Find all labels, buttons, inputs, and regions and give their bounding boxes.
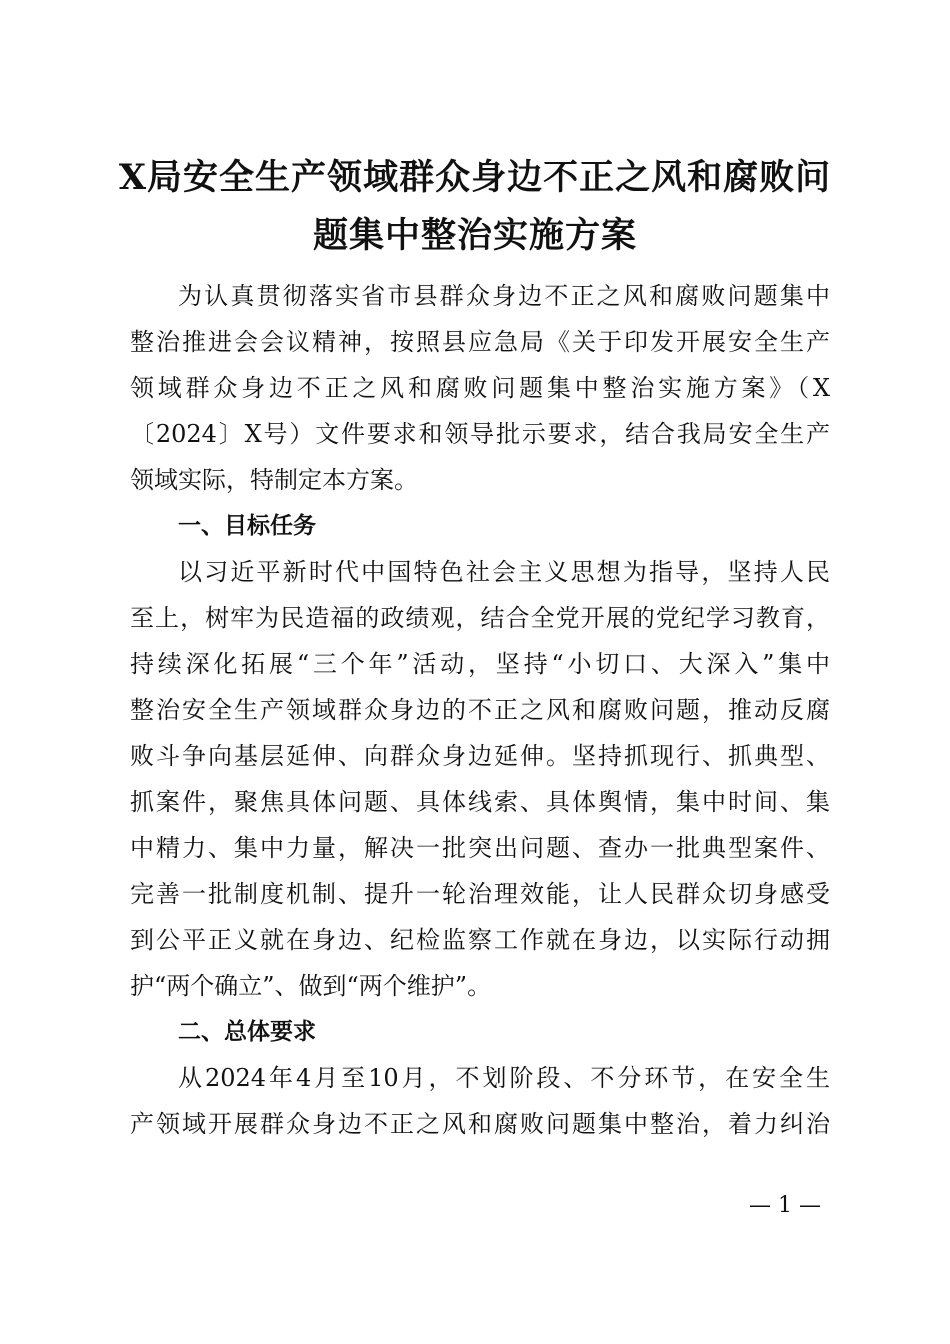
document-title-line-2: 题集中整治实施方案 (312, 215, 637, 256)
page-number: — 1 — (749, 1193, 821, 1218)
intro-line: 整治推进会会议精神，按照县应急局《关于印发开展安全生产 (130, 328, 830, 356)
section-1-line: 以习近平新时代中国特色社会主义思想为指导，坚持人民 (178, 558, 830, 586)
intro-line: 为认真贯彻落实省市县群众身边不正之风和腐败问题集中 (178, 282, 830, 310)
section-1-line: 护“两个确立”、做到“两个维护”。 (130, 972, 492, 1000)
section-1-line: 抓案件，聚焦具体问题、具体线索、具体舆情，集中时间、集 (130, 788, 830, 816)
section-1-line: 到公平正义就在身边、纪检监察工作就在身边，以实际行动拥 (130, 926, 830, 954)
section-2-line: 从2024年4月至10月，不划阶段、不分环节，在安全生 (178, 1064, 830, 1092)
section-1-line: 败斗争向基层延伸、向群众身边延伸。坚持抓现行、抓典型、 (130, 742, 830, 770)
section-1-line: 中精力、集中力量，解决一批突出问题、查办一批典型案件、 (130, 834, 830, 862)
section-1-line: 持续深化拓展“三个年”活动，坚持“小切口、大深入”集中 (130, 650, 830, 678)
section-heading-goals: 一、目标任务 (178, 513, 316, 539)
section-1-line: 整治安全生产领域群众身边的不正之风和腐败问题，推动反腐 (130, 696, 830, 724)
intro-line: 领域群众身边不正之风和腐败问题集中整治实施方案》（X (130, 374, 830, 402)
section-1-line: 完善一批制度机制、提升一轮治理效能，让人民群众切身感受 (130, 880, 830, 908)
section-heading-requirements: 二、总体要求 (178, 1019, 316, 1045)
intro-line: 领域实际，特制定本方案。 (130, 466, 418, 494)
document-title-line-1: X局安全生产领域群众身边不正之风和腐败问 (118, 157, 832, 198)
section-1-line: 至上，树牢为民造福的政绩观，结合全党开展的党纪学习教育， (130, 604, 830, 632)
section-2-line: 产领域开展群众身边不正之风和腐败问题集中整治，着力纠治 (130, 1110, 830, 1138)
intro-line: 〔2024〕X号）文件要求和领导批示要求，结合我局安全生产 (130, 420, 830, 448)
